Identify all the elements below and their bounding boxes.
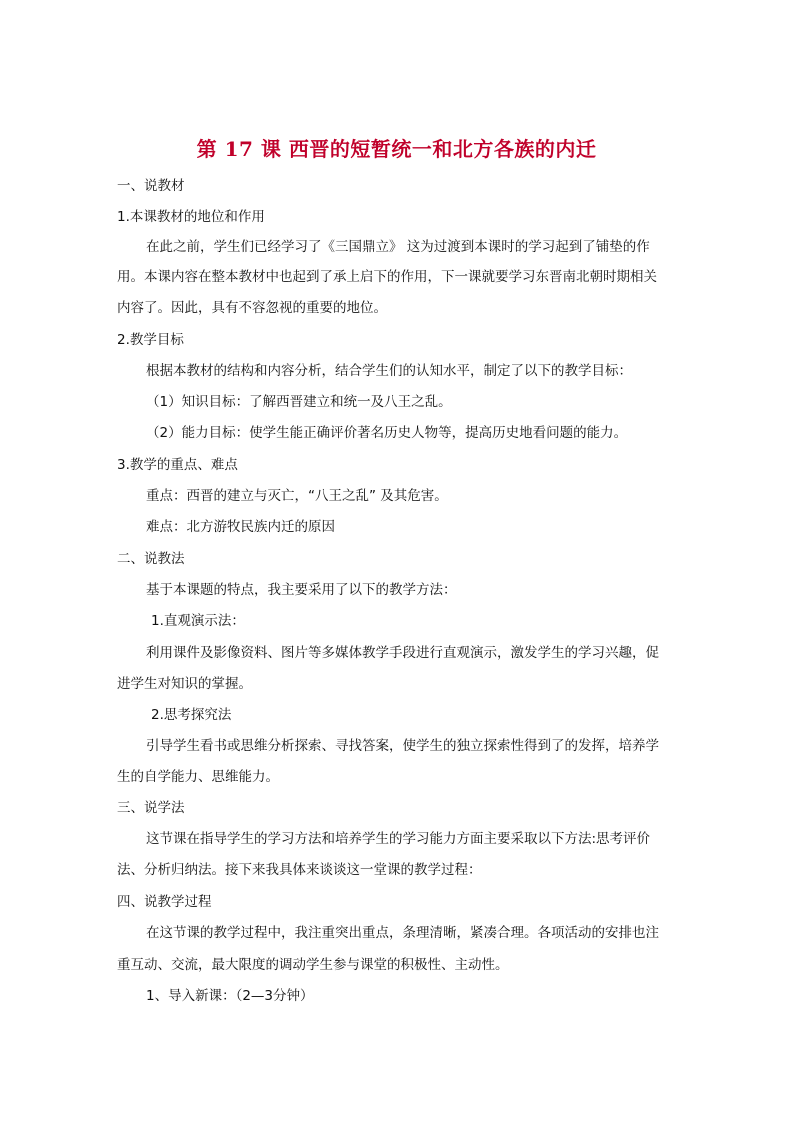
paragraph-line: 根据本教材的结构和内容分析，结合学生们的认知水平，制定了以下的教学目标： (146, 363, 632, 379)
paragraph-line: 引导学生看书或思维分析探索、寻找答案，使学生的独立探索性得到了的发挥，培养学 (146, 738, 659, 754)
section-heading-2: 二、说教法 (117, 551, 185, 567)
list-item: （1）知识目标：了解西晋建立和统一及八王之乱。 (146, 394, 452, 410)
paragraph-line: 在这节课的教学过程中，我注重突出重点，条理清晰，紧凑合理。各项活动的安排也注 (146, 925, 659, 941)
subsection-heading-1-1: 1.本课教材的地位和作用 (117, 209, 265, 225)
method-heading: 2.思考探究法 (151, 707, 232, 723)
paragraph-line: 利用课件及影像资料、图片等多媒体教学手段进行直观演示，激发学生的学习兴趣，促 (146, 645, 659, 661)
paragraph-line: 这节课在指导学生的学习方法和培养学生的学习能力方面主要采取以下方法:思考评价 (146, 831, 651, 847)
paragraph-line: 用。本课内容在整本教材中也起到了承上启下的作用，下一课就要学习东晋南北朝时期相关 (117, 269, 657, 285)
list-item: 1、导入新课：（2—3分钟） (146, 988, 314, 1004)
paragraph-line: 内容了。因此，具有不容忽视的重要的地位。 (117, 300, 387, 316)
paragraph-line: 重互动、交流，最大限度的调动学生参与课堂的积极性、主动性。 (117, 957, 509, 973)
paragraph-line: 基于本课题的特点，我主要采用了以下的教学方法： (146, 582, 457, 598)
paragraph-line: 生的自学能力、思维能力。 (117, 769, 279, 785)
subsection-heading-1-3: 3.教学的重点、难点 (117, 457, 238, 473)
paragraph-line: 在此之前，学生们已经学习了《三国鼎立》 这为过渡到本课时的学习起到了铺垫的作 (146, 239, 650, 255)
paragraph-line: 进学生对知识的掌握。 (117, 676, 252, 692)
section-heading-1: 一、说教材 (117, 178, 185, 194)
list-item: （2）能力目标：使学生能正确评价著名历史人物等，提高历史地看问题的能力。 (146, 425, 628, 441)
document-title: 第 17 课 西晋的短暂统一和北方各族的内迁 (196, 137, 597, 161)
paragraph-line: 重点：西晋的建立与灭亡，“八王之乱” 及其危害。 (146, 488, 448, 504)
paragraph-line: 法、分析归纳法。接下来我具体来谈谈这一堂课的教学过程： (117, 862, 482, 878)
paragraph-line: 难点：北方游牧民族内迁的原因 (146, 519, 335, 535)
section-heading-4: 四、说教学过程 (117, 894, 212, 910)
method-heading: 1.直观演示法： (151, 613, 245, 629)
section-heading-3: 三、说学法 (117, 800, 185, 816)
subsection-heading-1-2: 2.教学目标 (117, 332, 184, 348)
